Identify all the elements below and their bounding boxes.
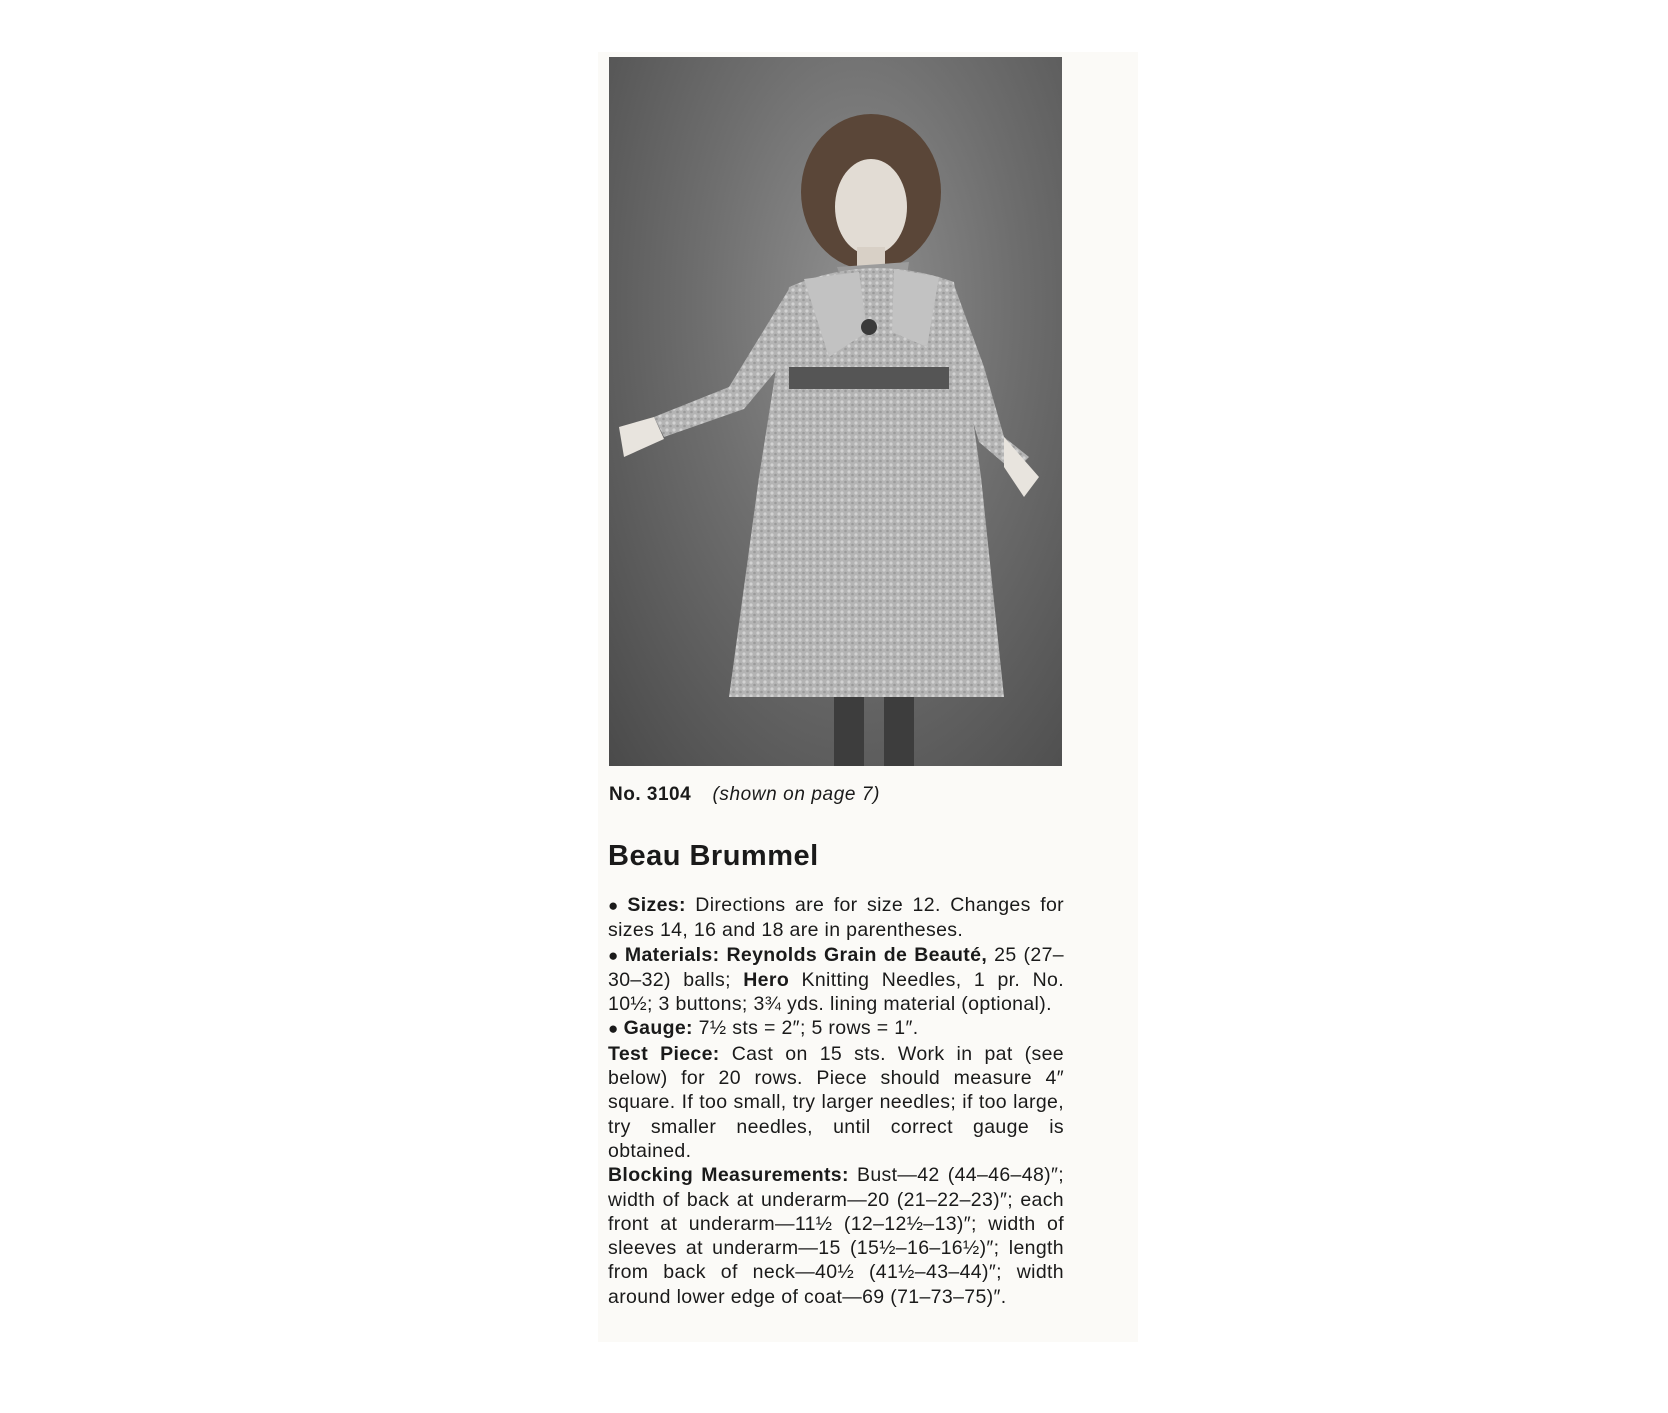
pattern-caption <box>609 784 880 806</box>
pattern-details <box>608 893 1064 1309</box>
test-piece-text: Cast on 15 sts. Work in pat (see below) for 20 rows. Piece should measure 4″ square. If too small, try larger needles; if too large, try smaller needles, until correct gauge is obtained. <box>608 1042 1064 1162</box>
materials-text-2: Knitting Needles, 1 pr. No. 10½; 3 buttons; 3¾ yds. lining material (optional). <box>608 968 1064 1016</box>
materials-text-1: 25 (27–30–32) balls; <box>608 943 1064 991</box>
test-piece-paragraph <box>608 1042 1064 1163</box>
materials-hero: Hero <box>743 968 790 991</box>
blocking-text: Bust—42 (44–46–48)″; width of back at underarm—20 (21–22–23)″; each front at underarm—11½ (12–12½–13)″; width of sleeves at underarm—15 (15½–16–16½)″; length from back of neck—40½ (41½–43–44)″; width around lower edge of coat—69 (71–73–75)″. <box>608 1164 1064 1308</box>
gauge-paragraph <box>608 1016 1064 1041</box>
bullet-icon: ● <box>608 1019 619 1039</box>
sizes-label: Sizes: <box>627 894 686 916</box>
test-piece-label: Test Piece: <box>608 1042 720 1065</box>
pattern-number: No. 3104 <box>609 784 692 805</box>
blocking-paragraph <box>608 1163 1064 1309</box>
sizes-text: Directions are for size 12. Changes for sizes 14, 16 and 18 are in parentheses. <box>608 894 1064 942</box>
materials-label: Materials: <box>624 943 720 966</box>
coat-illustration <box>609 57 1062 766</box>
blocking-label: Blocking Measurements: <box>608 1164 849 1187</box>
model-photo <box>609 57 1062 766</box>
sizes-paragraph <box>608 893 1064 943</box>
materials-paragraph <box>608 943 1064 1017</box>
page-reference: (shown on page 7) <box>712 784 881 805</box>
pattern-title: Beau Brummel <box>608 840 819 872</box>
bullet-icon: ● <box>608 945 620 965</box>
materials-brand: Reynolds Grain de Beauté, <box>726 943 988 966</box>
gauge-text: 7½ sts = 2″; 5 rows = 1″. <box>692 1017 919 1040</box>
bullet-icon: ● <box>608 896 623 915</box>
gauge-label: Gauge: <box>623 1017 693 1040</box>
